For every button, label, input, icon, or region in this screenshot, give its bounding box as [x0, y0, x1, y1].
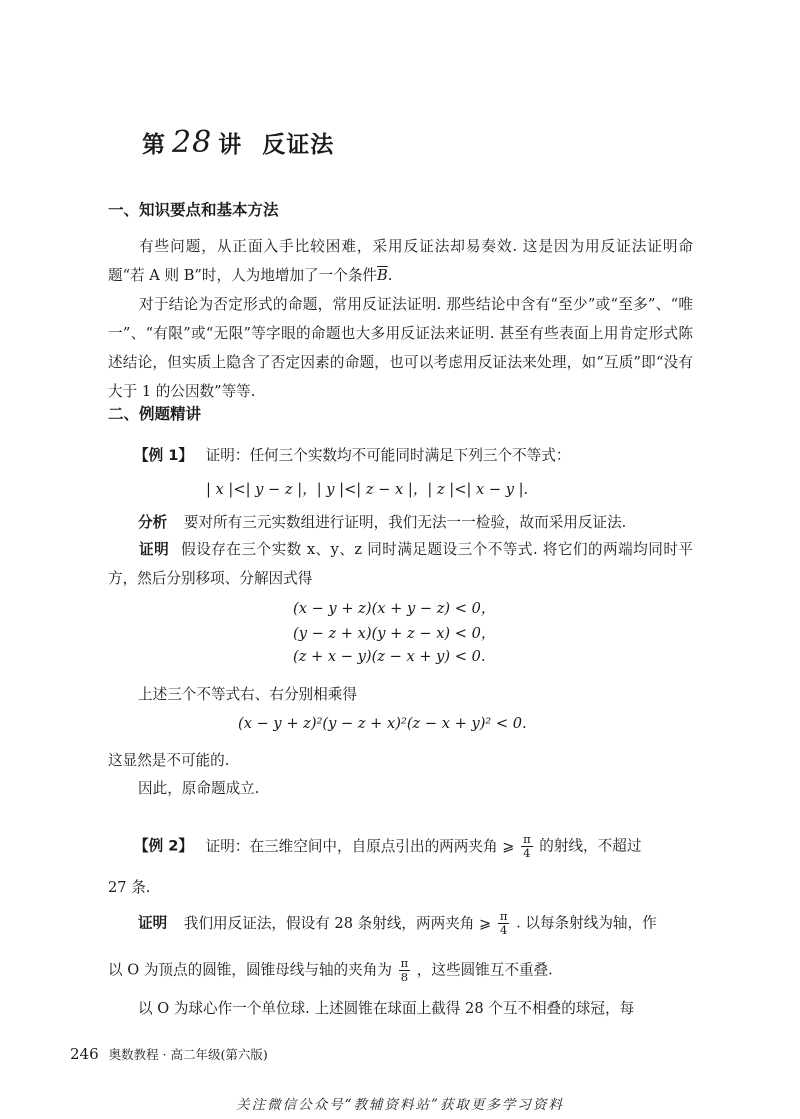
example-1-formula: | x |<| y − z |，| y |<| z − x |，| z |<| x − y |. — [206, 481, 529, 498]
product-inequality: (x − y + z)²(y − z + x)²(z − x + y)² < 0. — [238, 715, 527, 732]
page-footer — [70, 1045, 268, 1063]
example-2-label: 【例 2】 — [134, 837, 194, 855]
fraction-pi-over-8: $\frac{\pi}{8}$ — [400, 956, 409, 984]
conclusion-sentence: 因此，原命题成立. — [138, 780, 260, 797]
inequality-row: (z + x − y)(z − x + y) < 0. — [293, 648, 486, 665]
example-1-analysis: 分析 要对所有三元实数组进行证明，我们无法一一检验，故而采用反证法. — [138, 514, 627, 531]
intro-paragraph-1: 有些问题，从正面入手比较困难，采用反证法却易奏效. 这是因为用反证法证明命题“若 A 则 B”时，人为地增加了一个条件$\overline{B}$. — [108, 238, 693, 284]
analysis-label: 分析 — [138, 514, 168, 531]
section-heading-1: 一、知识要点和基本方法 — [108, 201, 279, 219]
inequality-row: (y − z + x)(y + z − x) < 0， — [293, 625, 496, 642]
example-2-proof-cont: 以 O 为顶点的圆锥，圆锥母线与轴的夹角为 $\frac{\pi}{8}$ ，这些圆锥互不重叠. — [108, 956, 553, 984]
impossible-sentence: 这显然是不可能的. — [108, 752, 230, 769]
chapter-prefix: 第 — [142, 132, 166, 158]
watermark-text: 关注微信公众号“教辅资料站”获取更多学习资料 — [236, 1097, 564, 1113]
example-1-proof: 证明 假设存在三个实数 x、y、z 同时满足题设三个不等式. 将它们的两端均同时平方，然后分别移项、分解因式得 — [108, 541, 693, 587]
page-number: 246 — [70, 1045, 99, 1063]
chapter-suffix: 讲 — [218, 132, 243, 158]
example-2-proof: 证明 我们用反证法，假设有 28 条射线，两两夹角 ⩾ $\frac{\pi}{4}$ . 以每条射线为轴，作 — [138, 909, 657, 937]
section-heading-2: 二、例题精讲 — [108, 405, 202, 423]
proof-label: 证明 — [138, 914, 168, 932]
chapter-number: 28 — [172, 125, 213, 160]
multiply-sentence: 上述三个不等式右、右分别相乘得 — [138, 686, 357, 703]
inequality-row: (x − y + z)(x + y − z) < 0， — [293, 600, 496, 617]
example-2-statement-end: 27 条. — [108, 879, 151, 896]
fraction-pi-over-4: $\frac{\pi}{4}$ — [499, 909, 508, 937]
fraction-pi-over-4: $\frac{\pi}{4}$ — [523, 832, 531, 860]
proof-label: 证明 — [139, 541, 170, 558]
example-2-statement: 【例 2】 证明：在三维空间中，自原点引出的两两夹角 ⩾ $\frac{\pi}{4}$ 的射线，不超过 — [134, 832, 642, 860]
intro-paragraph-2: 对于结论为否定形式的命题，常用反证法证明. 那些结论中含有“至少”或“至多”、“唯一”、“有限”或“无限”等字眼的命题也大多用反证法来证明. 甚至有些表面上用肯定形式陈述结论，但实质上隐含了否定因素的命题，也可以考虑用反证法来处理，如“互质”即“没有大于 1 的公因数”等等. — [108, 296, 693, 400]
chapter-title — [142, 125, 334, 160]
example-1-statement: 【例 1】 证明：任何三个实数均不可能同时满足下列三个不等式： — [134, 447, 571, 464]
chapter-name: 反证法 — [262, 132, 335, 158]
example-1-label: 【例 1】 — [134, 447, 194, 464]
example-2-proof-sphere: 以 O 为球心作一个单位球. 上述圆锥在球面上截得 28 个互不相叠的球冠，每 — [138, 1000, 635, 1017]
book-title: 奥数教程 · 高二年级(第六版) — [108, 1047, 268, 1062]
